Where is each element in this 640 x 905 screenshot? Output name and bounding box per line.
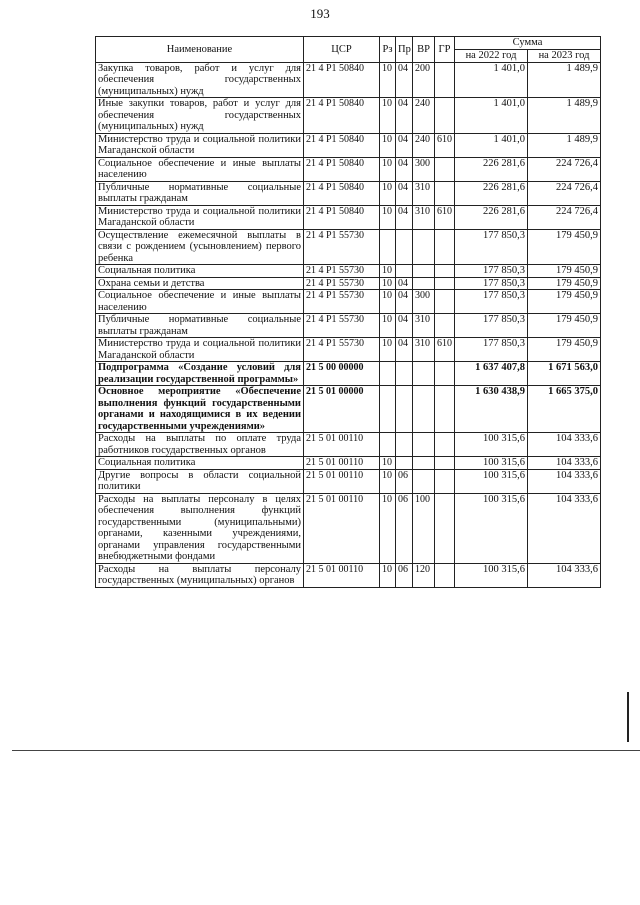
cell-gr — [435, 433, 455, 457]
cell-y2022: 1 401,0 — [455, 133, 528, 157]
cell-pr: 04 — [396, 62, 413, 98]
cell-rz — [380, 433, 396, 457]
cell-csr: 21 4 P1 50840 — [304, 133, 380, 157]
cell-name: Осуществление ежемесячной выплаты в связи с рождением (усыновлением) первого ребенка — [96, 229, 304, 265]
cell-rz: 10 — [380, 157, 396, 181]
cell-y2022: 1 630 438,9 — [455, 386, 528, 433]
table-row — [96, 62, 601, 98]
cell-name: Министерство труда и социальной политики Магаданской области — [96, 205, 304, 229]
cell-y2022: 177 850,3 — [455, 338, 528, 362]
cell-name: Социальная политика — [96, 265, 304, 278]
cell-y2022: 177 850,3 — [455, 265, 528, 278]
cell-y2022: 177 850,3 — [455, 290, 528, 314]
table-row — [96, 457, 601, 470]
cell-vr: 100 — [413, 493, 435, 563]
cell-gr — [435, 314, 455, 338]
table-row — [96, 229, 601, 265]
table-row — [96, 265, 601, 278]
cell-rz: 10 — [380, 563, 396, 587]
cell-y2022: 1 401,0 — [455, 98, 528, 134]
cell-y2023: 104 333,6 — [528, 469, 601, 493]
cell-csr: 21 5 00 00000 — [304, 362, 380, 386]
cell-pr: 04 — [396, 277, 413, 290]
cell-name: Основное мероприятие «Обеспечение выполнения функций государственными органами и находящимися в их ведении государственными учреждениями» — [96, 386, 304, 433]
cell-rz: 10 — [380, 62, 396, 98]
cell-vr — [413, 229, 435, 265]
cell-pr: 04 — [396, 205, 413, 229]
cell-vr: 310 — [413, 205, 435, 229]
cell-pr: 06 — [396, 469, 413, 493]
cell-name: Подпрограмма «Создание условий для реализации государственной программы» — [96, 362, 304, 386]
cell-gr — [435, 290, 455, 314]
cell-rz — [380, 362, 396, 386]
cell-pr: 04 — [396, 314, 413, 338]
cell-csr: 21 4 P1 50840 — [304, 157, 380, 181]
cell-gr — [435, 265, 455, 278]
cell-gr — [435, 493, 455, 563]
cell-name: Министерство труда и социальной политики Магаданской области — [96, 338, 304, 362]
cell-gr — [435, 563, 455, 587]
cell-vr: 310 — [413, 314, 435, 338]
table-row — [96, 563, 601, 587]
cell-y2022: 177 850,3 — [455, 229, 528, 265]
page-number: 193 — [310, 6, 330, 21]
cell-y2023: 224 726,4 — [528, 205, 601, 229]
cell-csr: 21 4 P1 50840 — [304, 205, 380, 229]
cell-csr: 21 4 P1 55730 — [304, 277, 380, 290]
cell-vr: 310 — [413, 181, 435, 205]
table-row — [96, 469, 601, 493]
cell-name: Социальное обеспечение и иные выплаты населению — [96, 157, 304, 181]
cell-csr: 21 5 01 00110 — [304, 469, 380, 493]
cell-rz: 10 — [380, 314, 396, 338]
cell-y2023: 1 489,9 — [528, 133, 601, 157]
cell-vr: 310 — [413, 338, 435, 362]
cell-csr: 21 4 P1 50840 — [304, 181, 380, 205]
cell-pr — [396, 457, 413, 470]
cell-y2022: 100 315,6 — [455, 493, 528, 563]
budget-table — [95, 36, 601, 588]
header-name: Наименование — [96, 37, 304, 63]
cell-name: Охрана семьи и детства — [96, 277, 304, 290]
cell-rz: 10 — [380, 265, 396, 278]
cell-y2023: 1 489,9 — [528, 62, 601, 98]
cell-csr: 21 4 P1 55730 — [304, 229, 380, 265]
cell-y2023: 104 333,6 — [528, 493, 601, 563]
cell-csr: 21 4 P1 55730 — [304, 265, 380, 278]
cell-csr: 21 4 P1 55730 — [304, 314, 380, 338]
cell-name: Закупка товаров, работ и услуг для обеспечения государственных (муниципальных) нужд — [96, 62, 304, 98]
cell-y2022: 226 281,6 — [455, 205, 528, 229]
cell-pr — [396, 386, 413, 433]
cell-y2022: 226 281,6 — [455, 157, 528, 181]
cell-csr: 21 5 01 00110 — [304, 457, 380, 470]
cell-csr: 21 4 P1 50840 — [304, 98, 380, 134]
cell-y2023: 179 450,9 — [528, 277, 601, 290]
table-row — [96, 205, 601, 229]
table-row — [96, 277, 601, 290]
cell-csr: 21 4 P1 50840 — [304, 62, 380, 98]
cell-vr — [413, 457, 435, 470]
cell-gr — [435, 457, 455, 470]
cell-vr: 300 — [413, 157, 435, 181]
cell-pr: 04 — [396, 181, 413, 205]
cell-rz: 10 — [380, 457, 396, 470]
cell-rz: 10 — [380, 181, 396, 205]
cell-pr: 06 — [396, 493, 413, 563]
cell-gr — [435, 181, 455, 205]
cell-rz: 10 — [380, 493, 396, 563]
bottom-rule — [12, 750, 640, 751]
table-row — [96, 98, 601, 134]
cell-y2023: 179 450,9 — [528, 290, 601, 314]
table-row — [96, 133, 601, 157]
cell-y2023: 224 726,4 — [528, 157, 601, 181]
cell-y2023: 104 333,6 — [528, 457, 601, 470]
cell-rz: 10 — [380, 469, 396, 493]
cell-pr: 06 — [396, 563, 413, 587]
cell-y2022: 177 850,3 — [455, 314, 528, 338]
cell-y2022: 100 315,6 — [455, 457, 528, 470]
cell-rz: 10 — [380, 277, 396, 290]
header-rz: Рз — [380, 37, 396, 63]
cell-y2023: 179 450,9 — [528, 229, 601, 265]
cell-y2023: 179 450,9 — [528, 338, 601, 362]
cell-rz: 10 — [380, 338, 396, 362]
cell-vr — [413, 265, 435, 278]
cell-vr — [413, 433, 435, 457]
table-row — [96, 338, 601, 362]
cell-pr: 04 — [396, 290, 413, 314]
cell-pr — [396, 229, 413, 265]
cell-vr: 240 — [413, 133, 435, 157]
cell-csr: 21 5 01 00110 — [304, 563, 380, 587]
cell-name: Публичные нормативные социальные выплаты гражданам — [96, 314, 304, 338]
cell-vr — [413, 386, 435, 433]
table-row — [96, 493, 601, 563]
cell-vr — [413, 362, 435, 386]
cell-vr: 120 — [413, 563, 435, 587]
cell-y2023: 224 726,4 — [528, 181, 601, 205]
header-gr: ГР — [435, 37, 455, 63]
cell-name: Министерство труда и социальной политики Магаданской области — [96, 133, 304, 157]
cell-gr — [435, 386, 455, 433]
cell-vr: 240 — [413, 98, 435, 134]
table-row — [96, 290, 601, 314]
cell-y2022: 100 315,6 — [455, 469, 528, 493]
cell-y2023: 1 665 375,0 — [528, 386, 601, 433]
table-row — [96, 181, 601, 205]
cell-pr — [396, 265, 413, 278]
cell-pr: 04 — [396, 133, 413, 157]
cell-rz: 10 — [380, 205, 396, 229]
table-row — [96, 362, 601, 386]
cell-y2023: 1 671 563,0 — [528, 362, 601, 386]
cell-gr — [435, 157, 455, 181]
table-row — [96, 157, 601, 181]
cell-pr — [396, 362, 413, 386]
cell-csr: 21 5 01 00110 — [304, 433, 380, 457]
header-csr: ЦСР — [304, 37, 380, 63]
cell-name: Иные закупки товаров, работ и услуг для обеспечения государственных (муниципальных) нужд — [96, 98, 304, 134]
cell-gr: 610 — [435, 338, 455, 362]
cell-y2023: 104 333,6 — [528, 563, 601, 587]
cell-y2022: 226 281,6 — [455, 181, 528, 205]
margin-line — [627, 692, 629, 742]
cell-name: Социальное обеспечение и иные выплаты населению — [96, 290, 304, 314]
cell-name: Расходы на выплаты по оплате труда работников государственных органов — [96, 433, 304, 457]
cell-name: Социальная политика — [96, 457, 304, 470]
cell-name: Расходы на выплаты персоналу в целях обеспечения выполнения функций государственными (муниципальными) органами, казенными учреждениями, органами управления государственными внебюджетными фондами — [96, 493, 304, 563]
cell-vr — [413, 277, 435, 290]
cell-pr — [396, 433, 413, 457]
cell-gr — [435, 98, 455, 134]
cell-name: Расходы на выплаты персоналу государственных (муниципальных) органов — [96, 563, 304, 587]
cell-rz — [380, 386, 396, 433]
table-row — [96, 433, 601, 457]
cell-y2023: 179 450,9 — [528, 265, 601, 278]
cell-csr: 21 4 P1 55730 — [304, 338, 380, 362]
cell-rz: 10 — [380, 290, 396, 314]
cell-vr: 300 — [413, 290, 435, 314]
cell-y2022: 177 850,3 — [455, 277, 528, 290]
cell-gr — [435, 229, 455, 265]
cell-gr: 610 — [435, 205, 455, 229]
header-sum: Сумма — [455, 37, 601, 50]
cell-rz — [380, 229, 396, 265]
cell-rz: 10 — [380, 133, 396, 157]
cell-vr — [413, 469, 435, 493]
cell-pr: 04 — [396, 98, 413, 134]
cell-gr — [435, 362, 455, 386]
header-year-2022: на 2022 год — [455, 50, 528, 63]
cell-csr: 21 5 01 00110 — [304, 493, 380, 563]
cell-name: Публичные нормативные социальные выплаты гражданам — [96, 181, 304, 205]
cell-y2022: 1 637 407,8 — [455, 362, 528, 386]
cell-y2023: 104 333,6 — [528, 433, 601, 457]
header-pr: Пр — [396, 37, 413, 63]
cell-gr: 610 — [435, 133, 455, 157]
header-year-2023: на 2023 год — [528, 50, 601, 63]
cell-gr — [435, 62, 455, 98]
cell-name: Другие вопросы в области социальной политики — [96, 469, 304, 493]
table-row — [96, 386, 601, 433]
cell-y2023: 179 450,9 — [528, 314, 601, 338]
cell-vr: 200 — [413, 62, 435, 98]
header-vr: ВР — [413, 37, 435, 63]
cell-y2022: 1 401,0 — [455, 62, 528, 98]
cell-gr — [435, 469, 455, 493]
cell-y2022: 100 315,6 — [455, 563, 528, 587]
cell-pr: 04 — [396, 157, 413, 181]
cell-pr: 04 — [396, 338, 413, 362]
cell-y2022: 100 315,6 — [455, 433, 528, 457]
cell-gr — [435, 277, 455, 290]
cell-y2023: 1 489,9 — [528, 98, 601, 134]
table-row — [96, 314, 601, 338]
cell-csr: 21 4 P1 55730 — [304, 290, 380, 314]
cell-rz: 10 — [380, 98, 396, 134]
cell-csr: 21 5 01 00000 — [304, 386, 380, 433]
